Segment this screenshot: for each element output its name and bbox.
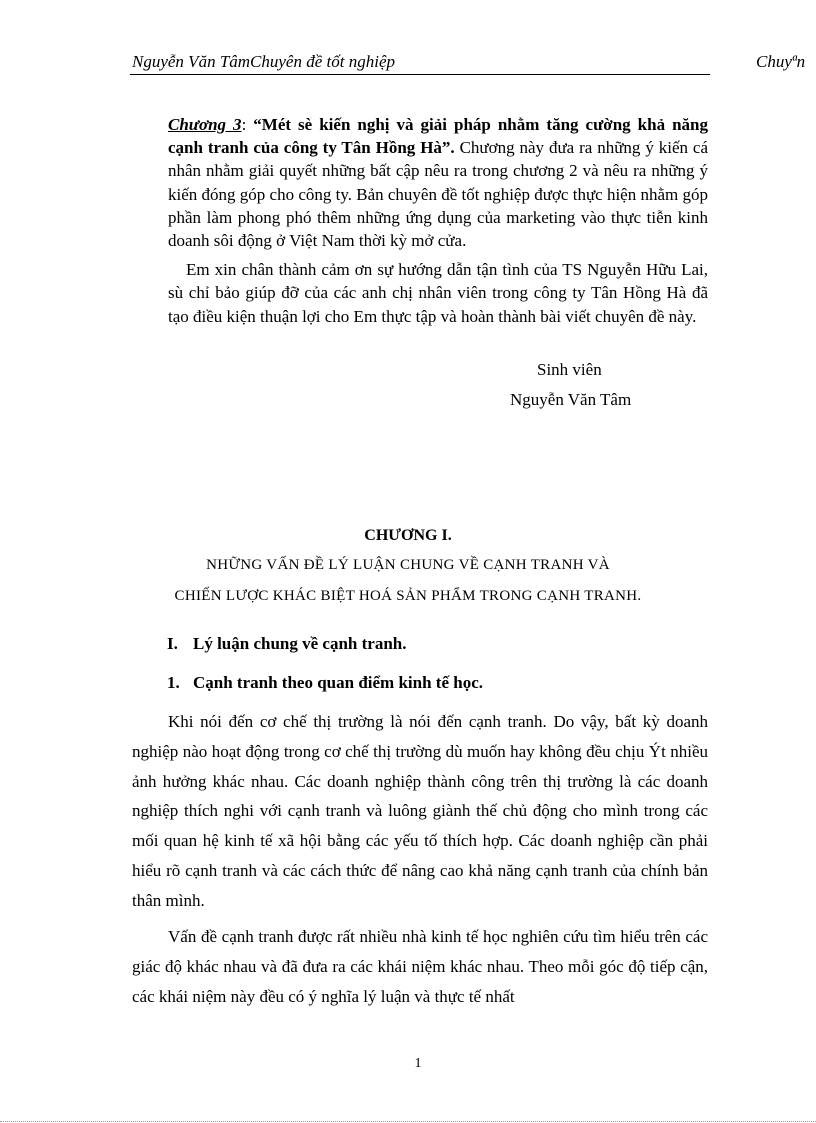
subsection-number: 1. xyxy=(167,673,180,692)
subsection-title: Cạnh tranh theo quan điểm kinh tế học. xyxy=(193,673,484,692)
chapter-subtitle-line1: NHỮNG VẤN ĐỀ LÝ LUẬN CHUNG VỀ CẠNH TRANH VÀ xyxy=(206,557,610,573)
page-number: 1 xyxy=(414,1056,422,1071)
signature-name: Nguyễn Văn Tâm xyxy=(510,390,632,409)
body-paragraph-1 xyxy=(132,707,708,916)
header-left-text: Nguyễn Văn TâmChuyên đề tốt nghiệp xyxy=(132,52,395,71)
page-header xyxy=(130,52,710,75)
body-paragraph-1-text: Khi nói đến cơ chế thị trường là nói đến cạnh tranh. Do vậy, bất kỳ doanh nghiệp nào hoạt động trong cơ chế thị trường dù muốn hay không đều chịu Ýt nhiều ảnh hưởng khác nhau. Các doanh nghiệp thành công trên thị trường là các doanh nghiệp thích nghi với cạnh tranh và luông giành thế chủ động cho mình trong các mối quan hệ kinh tế xã hội bằng các yếu tố thích hợp. Các doanh nghiệp cần phải hiểu rõ cạnh tranh và các cách thức để nâng cao khả năng cạnh tranh của chính bản thân mình. xyxy=(132,712,708,910)
chapter3-title: “Mét sè kiến nghị và giải pháp nhằm tăng cường khả năng cạnh tranh của công ty Tân Hồng Hà”. xyxy=(168,115,708,158)
header-right-text: Chuyªn xyxy=(756,52,806,71)
chapter3-lead: Chương 3 xyxy=(168,115,242,134)
chapter-title: CHƯƠNG I. xyxy=(364,527,452,544)
thanks-text: Em xin chân thành cảm ơn sự hướng dẫn tận tình của TS Nguyễn Hữu Lai, sù chỉ bảo giúp đỡ của các anh chị nhân viên trong công ty Tân Hồng Hà đã tạo điều kiện thuận lợi cho Em thực tập và hoàn thành bài viết chuyên đề này. xyxy=(168,260,708,326)
chapter3-description: Chương này đưa ra những ý kiến cá nhân nhằm giải quyết những bất cập nêu ra trong chương 2 và nêu ra những ý kiến đóng góp cho công ty. Bản chuyên đề tốt nghiệp được thực hiện nhằm góp phần làm phong phó thêm những ứng dụng của marketing vào thực tiễn kinh doanh sôi động ở Việt Nam thời kỳ mở cửa. xyxy=(168,138,708,251)
intro-section xyxy=(168,113,708,328)
body-paragraph-2 xyxy=(132,922,708,1011)
thanks-paragraph xyxy=(168,258,708,328)
chapter3-colon: : xyxy=(241,115,254,134)
section-heading xyxy=(167,634,407,654)
section-number: I. xyxy=(167,634,178,653)
body-paragraph-2-text: Vấn đề cạnh tranh được rất nhiều nhà kinh tế học nghiên cứu tìm hiểu trên các giác độ khác nhau và đã đưa ra các khái niệm khác nhau. Theo mỗi góc độ tiếp cận, các khái niệm này đều có ý nghĩa lý luận và thực tế nhất xyxy=(132,927,708,1006)
chapter3-paragraph xyxy=(168,113,708,252)
section-title: Lý luận chung về cạnh tranh. xyxy=(193,634,407,653)
signature-role: Sinh viên xyxy=(537,360,602,379)
chapter-subtitle-line2: CHIẾN LƯỢC KHÁC BIỆT HOÁ SẢN PHẨM TRONG CẠNH TRANH. xyxy=(174,588,642,604)
page-break-line xyxy=(0,1121,816,1122)
subsection-heading xyxy=(167,673,483,693)
